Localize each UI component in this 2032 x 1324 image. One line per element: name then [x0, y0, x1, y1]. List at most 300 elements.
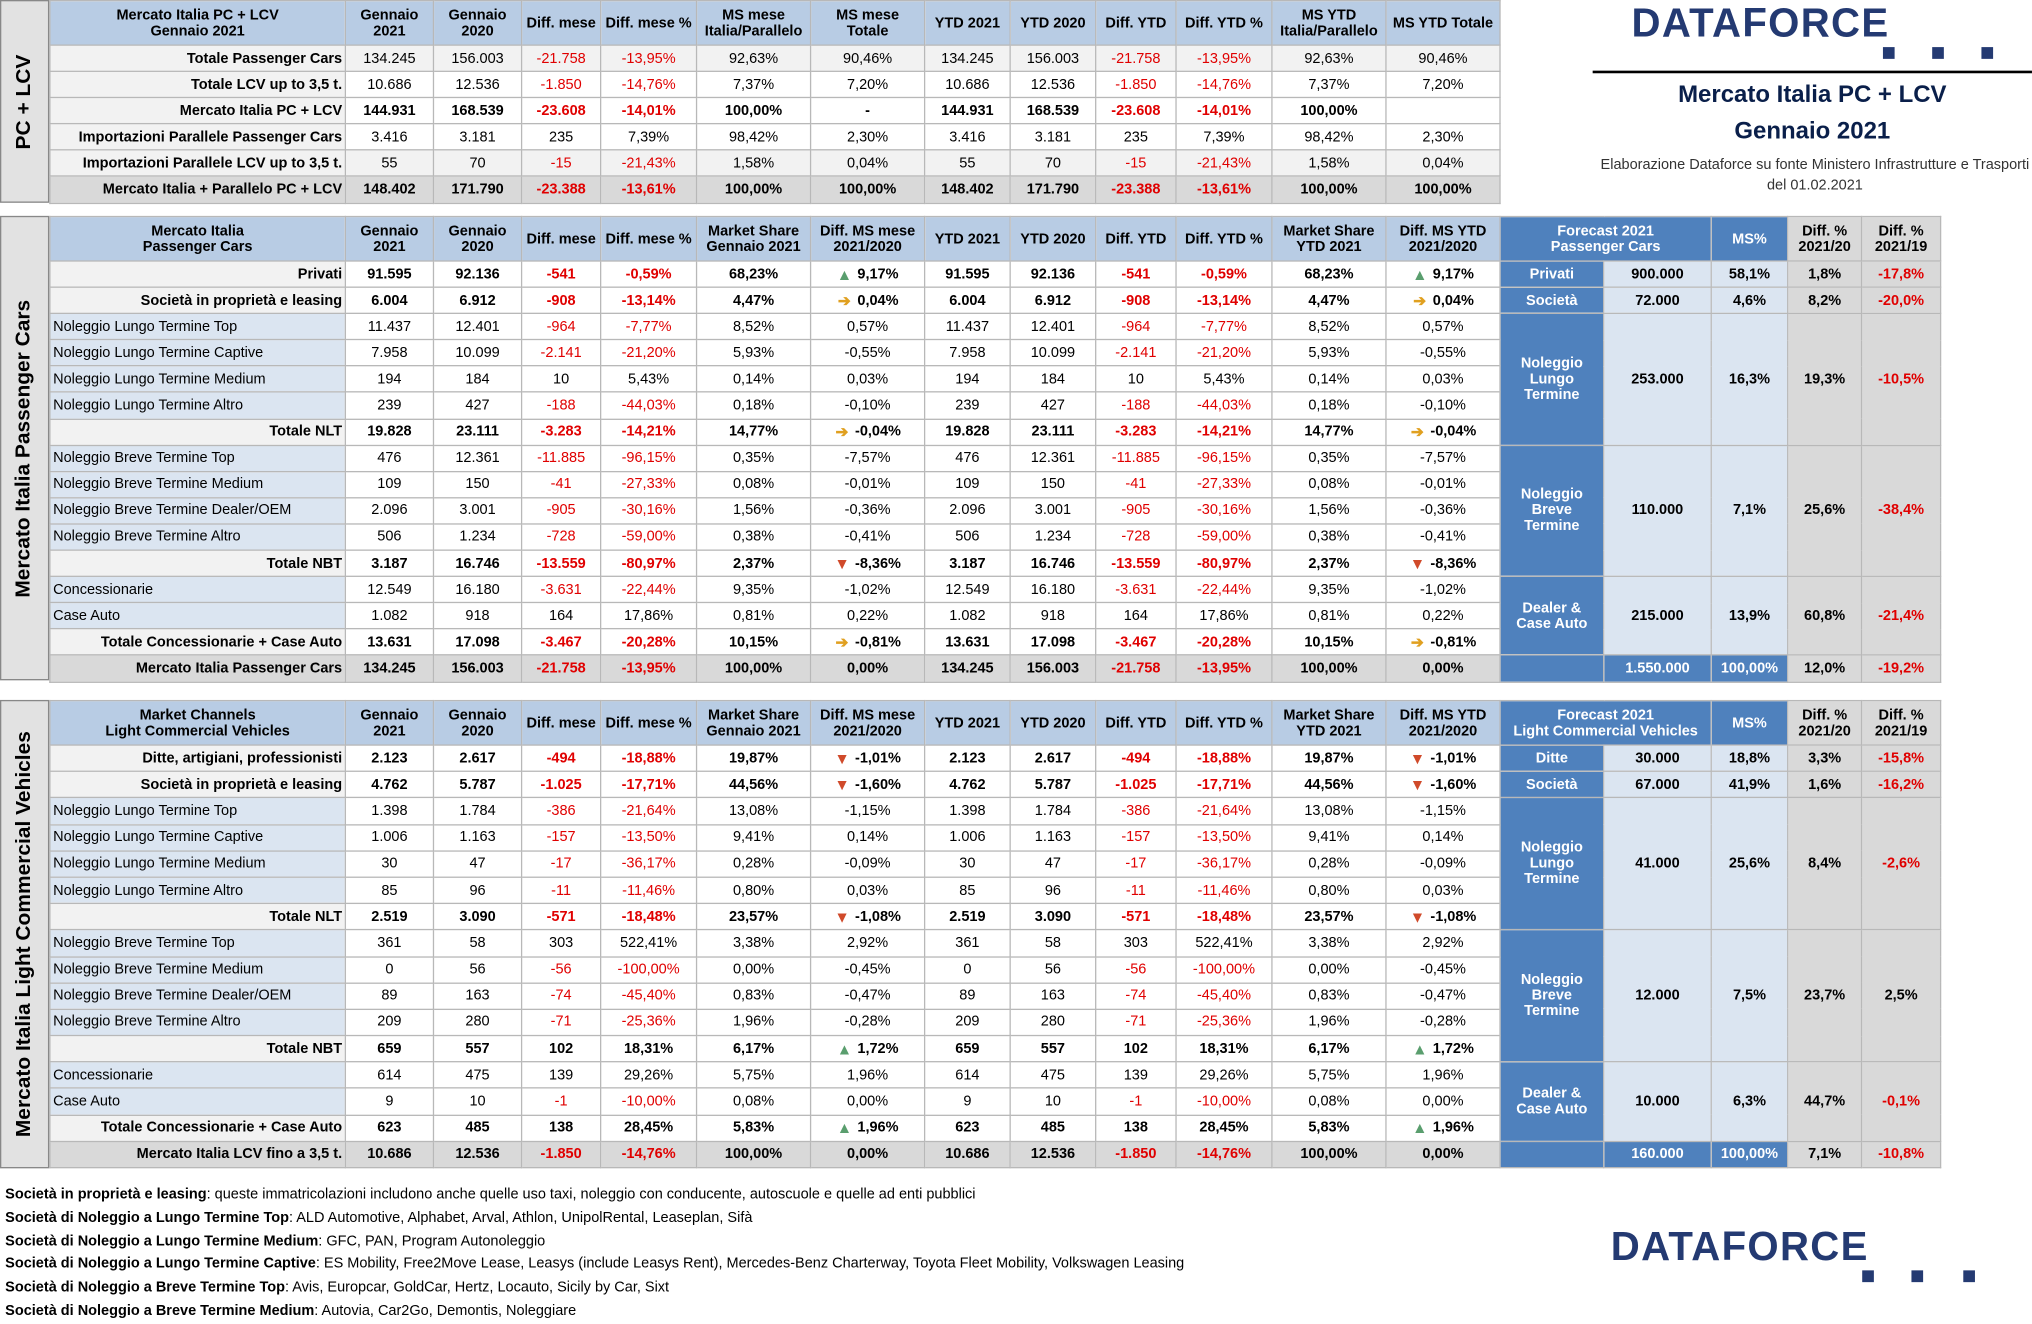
row-label: Società in proprietà e leasing [50, 287, 345, 313]
value-cell: 5,93% [697, 340, 811, 366]
column-header: Market Share Gennaio 2021 [697, 217, 811, 261]
value-cell: 144.931 [925, 98, 1011, 124]
column-header: Diff. mese [522, 1, 601, 45]
value-cell: -14,01% [1176, 98, 1272, 124]
column-header: Diff. mese % [601, 1, 697, 45]
row-label: Noleggio Lungo Termine Altro [50, 877, 345, 903]
value-cell: 1,56% [697, 498, 811, 524]
value-cell: 1,96% [697, 1009, 811, 1035]
value-cell: 5,75% [1272, 1062, 1386, 1088]
value-cell: -2.141 [1096, 340, 1176, 366]
forecast-diff-2021-19: -10,8% [1862, 1141, 1941, 1168]
value-cell [1386, 261, 1500, 287]
value-cell: -14,76% [1176, 1141, 1272, 1168]
value-cell: 19,87% [697, 745, 811, 771]
table-passenger-cars [49, 216, 1941, 682]
value-cell: 13,08% [697, 798, 811, 824]
row-label: Concessionarie [50, 1062, 345, 1088]
value-cell: 23.111 [433, 419, 521, 445]
value-cell: 2,37% [697, 550, 811, 576]
value-cell: 506 [345, 524, 433, 550]
forecast-ms: 58,1% [1711, 261, 1787, 287]
value-cell: -45,40% [601, 983, 697, 1009]
value-cell: -0,36% [811, 498, 925, 524]
value-cell: 0,80% [1272, 877, 1386, 903]
value-cell: 156.003 [433, 45, 521, 71]
table-row [50, 798, 1941, 824]
forecast-label: Noleggio Lungo Termine [1500, 798, 1604, 930]
footnote-line [5, 1207, 1184, 1230]
column-header: Diff. % 2021/20 [1788, 701, 1862, 746]
forecast-diff-2021-20: 1,6% [1788, 772, 1862, 798]
column-header: YTD 2021 [925, 217, 1011, 261]
forecast-diff-2021-19: -21,4% [1862, 576, 1941, 655]
forecast-ms: 25,6% [1711, 798, 1787, 930]
value-cell: 85 [345, 877, 433, 903]
value-cell: 2,37% [1272, 550, 1386, 576]
value-cell [811, 287, 925, 313]
footnote-text: : Autovia, Car2Go, Demontis, Noleggiare [314, 1303, 577, 1319]
ms-diff-value: 9,17% [857, 266, 899, 282]
value-cell: 0,22% [1386, 603, 1500, 629]
forecast-diff-2021-19: -20,0% [1862, 287, 1941, 313]
value-cell: 9,41% [1272, 824, 1386, 850]
row-label: Importazioni Parallele LCV up to 3,5 t. [50, 150, 345, 176]
value-cell: 0,14% [811, 824, 925, 850]
value-cell: -44,03% [601, 392, 697, 418]
value-cell: 475 [1010, 1062, 1096, 1088]
value-cell: -36,17% [1176, 851, 1272, 877]
value-cell: 623 [925, 1115, 1011, 1141]
value-cell: 19.828 [925, 419, 1011, 445]
value-cell: -905 [1096, 498, 1176, 524]
value-cell [1386, 287, 1500, 313]
value-cell: 1,56% [1272, 498, 1386, 524]
value-cell: 12.536 [433, 71, 521, 97]
value-cell: 0,38% [1272, 524, 1386, 550]
value-cell: 100,00% [697, 1141, 811, 1168]
value-cell: -0,01% [811, 471, 925, 497]
value-cell: 171.790 [433, 177, 521, 203]
value-cell: -0,28% [811, 1009, 925, 1035]
value-cell: 134.245 [345, 655, 433, 681]
value-cell: 2,30% [1386, 124, 1500, 150]
value-cell: 13,08% [1272, 798, 1386, 824]
value-cell: -21,43% [601, 150, 697, 176]
forecast-value: 67.000 [1604, 772, 1712, 798]
side-title: Mercato Italia Light Commercial Vehicles [12, 731, 35, 1138]
value-cell: 2.617 [433, 745, 521, 771]
value-cell: -157 [522, 824, 601, 850]
value-cell: -728 [1096, 524, 1176, 550]
value-cell: -1.850 [522, 71, 601, 97]
value-cell: 5.787 [433, 772, 521, 798]
column-header: Market Share YTD 2021 [1272, 217, 1386, 261]
column-header: Diff. MS mese 2021/2020 [811, 217, 925, 261]
row-label: Mercato Italia Passenger Cars [50, 655, 345, 681]
value-cell: 0,00% [1386, 1141, 1500, 1168]
value-cell: -0,45% [1386, 956, 1500, 982]
value-cell: 28,45% [601, 1115, 697, 1141]
table-row [50, 1062, 1941, 1088]
value-cell: 0,81% [1272, 603, 1386, 629]
row-label: Noleggio Breve Termine Dealer/OEM [50, 983, 345, 1009]
forecast-diff-2021-20: 12,0% [1788, 655, 1862, 681]
value-cell: 303 [1096, 930, 1176, 956]
value-cell: -1,15% [811, 798, 925, 824]
row-label: Noleggio Breve Termine Dealer/OEM [50, 498, 345, 524]
ms-diff-value: 1,96% [1432, 1120, 1474, 1136]
ms-diff-value: -1,60% [1430, 776, 1477, 793]
value-cell [811, 419, 925, 445]
forecast-value: 30.000 [1604, 745, 1712, 771]
value-cell: 6.912 [433, 287, 521, 313]
value-cell: 14,77% [1272, 419, 1386, 445]
value-cell: 0,28% [697, 851, 811, 877]
value-cell: -23.608 [522, 98, 601, 124]
value-cell: -3.467 [1096, 629, 1176, 655]
value-cell: -56 [1096, 956, 1176, 982]
value-cell: 4,47% [697, 287, 811, 313]
column-header: YTD 2020 [1010, 701, 1096, 746]
value-cell: 10 [1096, 366, 1176, 392]
forecast-value: 1.550.000 [1604, 655, 1712, 681]
value-cell: 0,14% [1272, 366, 1386, 392]
column-header: MS% [1711, 701, 1787, 746]
value-cell: -1,02% [1386, 576, 1500, 602]
value-cell: -908 [522, 287, 601, 313]
value-cell: 1.082 [925, 603, 1011, 629]
value-cell: -21.758 [522, 655, 601, 681]
value-cell: 303 [522, 930, 601, 956]
value-cell: 485 [433, 1115, 521, 1141]
ms-diff-value: -0,04% [854, 423, 901, 440]
value-cell: -7,77% [1176, 314, 1272, 340]
value-cell: -23.608 [1096, 98, 1176, 124]
footnote-term: Società di Noleggio a Lungo Termine Medium [5, 1233, 319, 1249]
value-cell: -11 [522, 877, 601, 903]
value-cell: 12.536 [1010, 1141, 1096, 1168]
footnote-line [5, 1184, 1184, 1207]
value-cell: 10.099 [433, 340, 521, 366]
value-cell [811, 629, 925, 655]
value-cell: 18,31% [601, 1036, 697, 1062]
footnote-term: Società di Noleggio a Lungo Termine Top [5, 1209, 289, 1226]
value-cell: 58 [433, 930, 521, 956]
value-cell: 1.398 [345, 798, 433, 824]
value-cell: 0,57% [1386, 314, 1500, 340]
value-cell: -0,55% [1386, 340, 1500, 366]
arrow-right-icon: ➔ [835, 422, 849, 442]
column-header: Diff. mese % [601, 217, 697, 261]
value-cell: -21.758 [522, 45, 601, 71]
value-cell: 0,38% [697, 524, 811, 550]
value-cell: 55 [925, 150, 1011, 176]
value-cell: 96 [433, 877, 521, 903]
value-cell: 44,56% [1272, 772, 1386, 798]
value-cell: 1.006 [345, 824, 433, 850]
value-cell: 23,57% [697, 904, 811, 930]
value-cell: -0,09% [1386, 851, 1500, 877]
value-cell: -41 [1096, 471, 1176, 497]
brand-text: DATAFORCE [1631, 0, 1890, 46]
value-cell: 5,43% [1176, 366, 1272, 392]
value-cell: -0,41% [1386, 524, 1500, 550]
value-cell: 56 [433, 956, 521, 982]
value-cell: 134.245 [925, 45, 1011, 71]
column-header: Forecast 2021 Light Commercial Vehicles [1500, 701, 1711, 746]
value-cell: 139 [1096, 1062, 1176, 1088]
value-cell: 164 [1096, 603, 1176, 629]
forecast-ms: 7,1% [1711, 445, 1787, 576]
value-cell: 9,35% [697, 576, 811, 602]
value-cell: -1.850 [1096, 1141, 1176, 1168]
value-cell: 2.519 [345, 904, 433, 930]
value-cell: -964 [1096, 314, 1176, 340]
value-cell: 10.686 [925, 1141, 1011, 1168]
section-lcv [0, 700, 1941, 1168]
forecast-ms: 18,8% [1711, 745, 1787, 771]
footnote-term: Società di Noleggio a Lungo Termine Captive [5, 1256, 316, 1273]
value-cell: 0,00% [811, 655, 925, 681]
forecast-value: 12.000 [1604, 930, 1712, 1062]
section-pc-lcv [0, 0, 1501, 204]
forecast-value: 215.000 [1604, 576, 1712, 655]
value-cell: -14,76% [601, 1141, 697, 1168]
column-header: Gennaio 2020 [433, 1, 521, 45]
value-cell: 7.958 [925, 340, 1011, 366]
value-cell: 0,00% [1386, 1088, 1500, 1114]
value-cell: 9,35% [1272, 576, 1386, 602]
column-header: Diff. mese [522, 217, 601, 261]
forecast-value: 160.000 [1604, 1141, 1712, 1168]
value-cell: 0,03% [1386, 366, 1500, 392]
table-row [50, 1141, 1941, 1168]
row-label: Noleggio Lungo Termine Medium [50, 851, 345, 877]
value-cell: 0,22% [811, 603, 925, 629]
value-cell: -21,43% [1176, 150, 1272, 176]
value-cell: -11 [1096, 877, 1176, 903]
value-cell [811, 550, 925, 576]
value-cell: 12.361 [1010, 445, 1096, 471]
value-cell: -14,21% [1176, 419, 1272, 445]
value-cell: -386 [522, 798, 601, 824]
value-cell: -0,59% [1176, 261, 1272, 287]
ms-diff-value: 1,72% [857, 1040, 899, 1057]
ms-diff-value: -0,81% [1430, 634, 1477, 651]
value-cell: 7,20% [1386, 71, 1500, 97]
value-cell: 3.181 [433, 124, 521, 150]
value-cell: -0,36% [1386, 498, 1500, 524]
column-header: Gennaio 2021 [345, 1, 433, 45]
table-row [50, 261, 1941, 287]
value-cell: 11.437 [925, 314, 1011, 340]
value-cell: 92.136 [433, 261, 521, 287]
value-cell: 0,83% [1272, 983, 1386, 1009]
value-cell: 3,38% [697, 930, 811, 956]
arrow-up-icon: ▲ [1412, 1039, 1428, 1058]
value-cell: 56 [1010, 956, 1096, 982]
column-header: Diff. % 2021/19 [1862, 217, 1941, 261]
forecast-diff-2021-20: 60,8% [1788, 576, 1862, 655]
footnote-line [5, 1231, 1184, 1254]
report-title-line2: Gennaio 2021 [1734, 116, 1891, 144]
value-cell: -0,47% [1386, 983, 1500, 1009]
value-cell: -13.559 [522, 550, 601, 576]
value-cell: -20,28% [601, 629, 697, 655]
value-cell: -11.885 [522, 445, 601, 471]
report-title [1593, 76, 2032, 149]
value-cell: 12.401 [1010, 314, 1096, 340]
value-cell: 17.098 [1010, 629, 1096, 655]
value-cell: -571 [1096, 904, 1176, 930]
value-cell: -0,09% [811, 851, 925, 877]
row-label: Mercato Italia LCV fino a 3,5 t. [50, 1141, 345, 1168]
value-cell: 70 [433, 150, 521, 176]
value-cell: 17.098 [433, 629, 521, 655]
value-cell: 30 [925, 851, 1011, 877]
value-cell: 0,81% [697, 603, 811, 629]
table-row [50, 655, 1941, 681]
value-cell: 102 [522, 1036, 601, 1062]
column-header: Mercato Italia PC + LCV Gennaio 2021 [50, 1, 345, 45]
value-cell: 9,41% [697, 824, 811, 850]
value-cell: 7,39% [1176, 124, 1272, 150]
brand-text: DATAFORCE [1610, 1223, 1869, 1270]
value-cell: 100,00% [1272, 655, 1386, 681]
value-cell: -541 [522, 261, 601, 287]
value-cell: 68,23% [1272, 261, 1386, 287]
value-cell: 100,00% [697, 177, 811, 203]
row-label: Noleggio Lungo Termine Top [50, 314, 345, 340]
value-cell: -74 [522, 983, 601, 1009]
table-lcv [49, 700, 1941, 1168]
value-cell: 0,08% [1272, 471, 1386, 497]
value-cell: -1.850 [1096, 71, 1176, 97]
row-label: Mercato Italia + Parallelo PC + LCV [50, 177, 345, 203]
arrow-down-icon: ▼ [834, 907, 850, 926]
value-cell: -13,61% [1176, 177, 1272, 203]
value-cell: 89 [345, 983, 433, 1009]
value-cell: 11.437 [345, 314, 433, 340]
value-cell: 184 [433, 366, 521, 392]
footnote-term: Società di Noleggio a Breve Termine Medium [5, 1303, 315, 1319]
value-cell: -1,15% [1386, 798, 1500, 824]
value-cell: 70 [1010, 150, 1096, 176]
value-cell: -21.758 [1096, 45, 1176, 71]
value-cell: -908 [1096, 287, 1176, 313]
value-cell: 918 [433, 603, 521, 629]
value-cell: 5,75% [697, 1062, 811, 1088]
ms-diff-value: -1,01% [854, 750, 901, 767]
value-cell: -23.388 [522, 177, 601, 203]
column-header: MS% [1711, 217, 1787, 261]
row-label: Noleggio Breve Termine Altro [50, 524, 345, 550]
value-cell [1386, 772, 1500, 798]
value-cell: 0,03% [811, 877, 925, 903]
value-cell: -386 [1096, 798, 1176, 824]
footnote-text: : queste immatricolazioni includono anche quelle uso taxi, noleggio con conducente, autoscuole e quelle ad enti pubblici [206, 1186, 976, 1203]
value-cell: 102 [1096, 1036, 1176, 1062]
forecast-label: Noleggio Breve Termine [1500, 930, 1604, 1062]
value-cell: -1.025 [1096, 772, 1176, 798]
forecast-diff-2021-19: 2,5% [1862, 930, 1941, 1062]
value-cell: 209 [345, 1009, 433, 1035]
column-header: Mercato Italia Passenger Cars [50, 217, 345, 261]
row-label: Totale NLT [50, 419, 345, 445]
report-title-line1: Mercato Italia PC + LCV [1678, 79, 1947, 108]
value-cell: -27,33% [601, 471, 697, 497]
value-cell: 918 [1010, 603, 1096, 629]
column-header: Diff. YTD [1096, 701, 1176, 746]
value-cell [1386, 745, 1500, 771]
value-cell: 14,77% [697, 419, 811, 445]
value-cell: 96 [1010, 877, 1096, 903]
value-cell: 5,43% [601, 366, 697, 392]
side-title: PC + LCV [12, 53, 35, 149]
table-row [50, 445, 1941, 471]
value-cell: 171.790 [1010, 177, 1096, 203]
section-passenger-cars [0, 216, 1941, 682]
value-cell: 10 [1010, 1088, 1096, 1114]
value-cell: -15 [522, 150, 601, 176]
value-cell: -11.885 [1096, 445, 1176, 471]
value-cell [1386, 1036, 1500, 1062]
column-header: Forecast 2021 Passenger Cars [1500, 217, 1711, 261]
value-cell: 10.686 [345, 1141, 433, 1168]
value-cell: 476 [345, 445, 433, 471]
value-cell: -22,44% [601, 576, 697, 602]
value-cell: 6.912 [1010, 287, 1096, 313]
value-cell: 1,96% [1272, 1009, 1386, 1035]
value-cell: 194 [925, 366, 1011, 392]
value-cell: 0,35% [1272, 445, 1386, 471]
value-cell: -10,00% [1176, 1088, 1272, 1114]
value-cell: -17,71% [601, 772, 697, 798]
value-cell: 18,31% [1176, 1036, 1272, 1062]
value-cell: -13,95% [1176, 45, 1272, 71]
value-cell: 5,83% [1272, 1115, 1386, 1141]
row-label: Noleggio Lungo Termine Top [50, 798, 345, 824]
value-cell: 98,42% [697, 124, 811, 150]
value-cell: 2.123 [925, 745, 1011, 771]
value-cell: -1.850 [522, 1141, 601, 1168]
value-cell: -13,95% [601, 655, 697, 681]
ms-diff-value: -1,08% [854, 908, 901, 925]
value-cell: 134.245 [925, 655, 1011, 681]
ms-diff-value: -0,81% [854, 634, 901, 651]
forecast-label: Dealer & Case Auto [1500, 576, 1604, 655]
forecast-ms: 6,3% [1711, 1062, 1787, 1141]
side-title: Mercato Italia Passenger Cars [12, 299, 35, 598]
value-cell: 0,18% [1272, 392, 1386, 418]
value-cell: -21,64% [1176, 798, 1272, 824]
value-cell: 0,00% [1386, 655, 1500, 681]
value-cell: 1.234 [433, 524, 521, 550]
footnotes [5, 1184, 1184, 1324]
row-label: Noleggio Breve Termine Medium [50, 471, 345, 497]
column-header: MS YTD Italia/Parallelo [1272, 1, 1386, 45]
value-cell: 0,83% [697, 983, 811, 1009]
value-cell: -59,00% [1176, 524, 1272, 550]
value-cell: 2.617 [1010, 745, 1096, 771]
value-cell: 156.003 [1010, 655, 1096, 681]
value-cell: 427 [433, 392, 521, 418]
forecast-label: Noleggio Breve Termine [1500, 445, 1604, 576]
value-cell [1386, 1115, 1500, 1141]
value-cell: 8,52% [1272, 314, 1386, 340]
forecast-label: Dealer & Case Auto [1500, 1062, 1604, 1141]
